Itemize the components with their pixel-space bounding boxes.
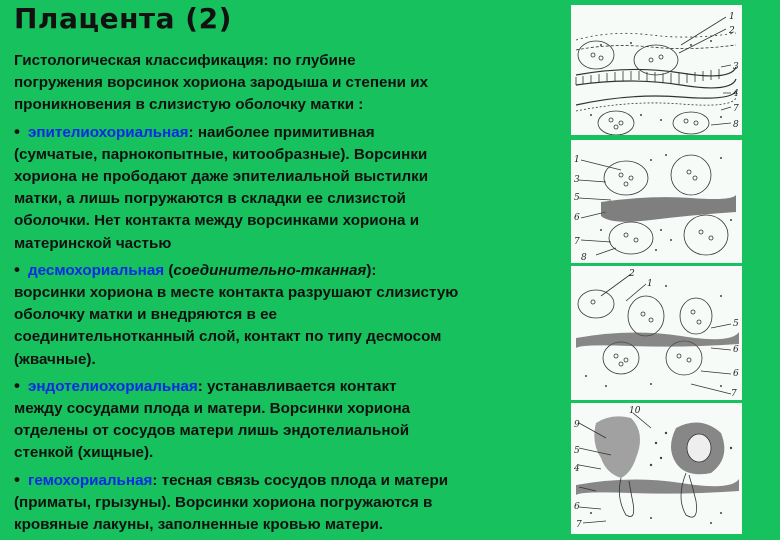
intro-line (14, 50, 564, 72)
bullet-icon: • (14, 259, 20, 279)
type-first-rest-post: ): (366, 261, 377, 279)
figure-label: 3 (574, 175, 580, 185)
slide-title: Плацента (2) (14, 2, 232, 35)
term-desmochorial: десмохориальная (28, 261, 165, 279)
type-first-rest: : тесная связь сосудов плода и матери (152, 471, 449, 489)
figure-label: 8 (733, 120, 739, 130)
figure-label: 10 (629, 406, 641, 416)
type-line: стенкой (хищные). (14, 444, 154, 462)
epitheliochorial-diagram (571, 5, 742, 135)
figure-label: 6 (574, 502, 580, 512)
type-hemochorial (14, 469, 564, 492)
figure-label: 2 (729, 26, 735, 36)
bullet-icon: • (14, 375, 20, 395)
intro-line: погружения ворсинок хориона зародыша и степени их (14, 74, 429, 92)
term-hemochorial: гемохориальная (28, 471, 153, 489)
type-line: кровяные лакуны, заполненные кровью матери. (14, 516, 384, 534)
hemochorial-diagram (571, 403, 742, 534)
type-first-rest-italic: соединительно-тканная (173, 261, 367, 279)
type-line: (сумчатые, парнокопытные, китообразные). Ворсинки (14, 145, 428, 163)
figure-label: 6 (733, 345, 739, 355)
figure-label: 7 (576, 520, 582, 530)
figure-label: 7 (731, 389, 737, 399)
figure-label: 5 (733, 319, 739, 329)
type-line: (жвачные). (14, 350, 96, 368)
figure-label: 1 (574, 155, 580, 165)
histology-illustration-icon (571, 403, 742, 534)
type-line: материнской частью (14, 234, 172, 252)
type-line: оболочки. Нет контакта между ворсинками хориона и (14, 212, 420, 230)
term-epitheliochorial: эпителиохориальная (28, 123, 189, 141)
histology-illustration-icon (571, 5, 742, 135)
figure-label: 1 (647, 279, 653, 289)
type-line: хориона не прободают даже эпителиальной выстилки (14, 168, 429, 186)
figure-label: 9 (574, 420, 580, 430)
type-line: отделены от сосудов матери лишь эндотелиальной (14, 422, 410, 440)
histology-illustration-icon (571, 140, 742, 263)
type-first-rest: : устанавливается контакт (197, 377, 397, 395)
histology-illustration-icon (571, 266, 742, 400)
figure-label: 1 (729, 12, 735, 22)
figure-label: 8 (581, 253, 587, 263)
figure-label: 6 (733, 369, 739, 379)
figure-label: 4 (733, 89, 739, 99)
desmochorial-diagram (571, 140, 742, 263)
figure-label: 7 (733, 104, 739, 114)
type-line: соединительнотканный слой, контакт по типу десмосом (14, 328, 442, 346)
type-line: (приматы, грызуны). Ворсинки хориона погружаются в (14, 493, 433, 511)
body-text (14, 50, 564, 536)
type-endotheliochorial (14, 375, 564, 398)
bullet-icon: • (14, 469, 20, 489)
type-line: оболочку матки и внедряются в ее (14, 306, 277, 324)
endotheliochorial-diagram (571, 266, 742, 400)
type-line: между сосудами плода и матери. Ворсинки хориона (14, 400, 411, 418)
type-line: ворсинки хориона в месте контакта разрушают слизистую (14, 284, 459, 302)
type-line: матки, а лишь погружаются в складки ее слизистой (14, 190, 406, 208)
term-endotheliochorial: эндотелиохориальная (28, 377, 198, 395)
figure-label: 2 (629, 269, 635, 279)
type-desmochorial (14, 259, 564, 282)
intro-line: проникновения в слизистую оболочку матки : (14, 96, 364, 114)
figure-label: 6 (574, 213, 580, 223)
type-first-rest: : наиболее примитивная (188, 123, 375, 141)
intro-rest: : по глубине (263, 52, 356, 69)
bullet-icon: • (14, 121, 20, 141)
figure-label: 3 (733, 62, 739, 72)
type-epitheliochorial (14, 121, 564, 144)
figure-label: 5 (574, 193, 580, 203)
figure-label: 5 (574, 446, 580, 456)
intro-term: Гистологическая классификация (14, 52, 264, 69)
figure-label: 4 (574, 464, 580, 474)
figure-label: 7 (574, 237, 580, 247)
type-first-rest-pre: ( (164, 261, 174, 279)
